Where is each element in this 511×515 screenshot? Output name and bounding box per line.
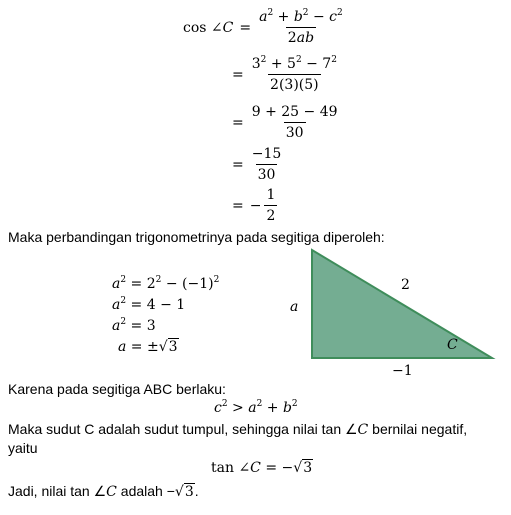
triangle-label-a: a (290, 299, 299, 315)
sentence-obtuse: Maka sudut C adalah sudut tumpul, sehingga nilai tan ∠C bernilai negatif, (8, 421, 468, 438)
cos-fraction-3: $\frac{9 + 25 - 49}{30}$ (251, 104, 338, 141)
cos-fraction-2: $\frac{3^2 + 5^2 - 7^2}{2(3)(5)}$ (251, 55, 337, 93)
equation-2: $a^2 = 4 - 1$ (112, 296, 186, 313)
cos-fraction-1: $\frac{a^2 + b^2 - c^2}{2ab}$ (259, 8, 343, 46)
triangle-label-angle-c: C (447, 337, 458, 353)
inequality: $c^2 > a^2 + b^2$ (214, 399, 298, 416)
triangle-shape (312, 250, 492, 358)
cos-step-4: = $\frac{-15}{30}$ (232, 146, 282, 183)
triangle-label-hypotenuse: 2 (401, 277, 410, 293)
sentence-abc: Karena pada segitiga ABC berlaku: (8, 381, 226, 397)
cos-lhs: cos ∠C (183, 19, 234, 36)
cos-fraction-4: $\frac{-15}{30}$ (251, 146, 282, 183)
cos-step-2: = $\frac{3^2 + 5^2 - 7^2}{2(3)(5)}$ (232, 55, 337, 93)
equation-4: a = ±√3 (118, 339, 178, 355)
tan-equation: tan ∠C = −√3 (211, 460, 313, 476)
sentence-trig-ratios: Maka perbandingan trigonometrinya pada segitiga diperoleh: (8, 229, 385, 245)
cos-step-3: = $\frac{9 + 25 - 49}{30}$ (232, 104, 338, 141)
right-triangle-diagram (300, 246, 500, 362)
triangle-label-base: −1 (392, 363, 413, 379)
equation-1: $a^2 = 2^2 - (-1)^2$ (112, 275, 220, 292)
conclusion: Jadi, nilai tan ∠C adalah −√3. (8, 483, 199, 500)
sentence-yaitu: yaitu (8, 440, 38, 456)
cos-fraction-5: $\frac{1}{2}$ (266, 187, 276, 224)
equation-3: $a^2 = 3$ (112, 317, 156, 334)
cos-step-1: cos ∠C = $\frac{a^2 + b^2 - c^2}{2ab}$ (183, 8, 343, 46)
cos-step-5: = − $\frac{1}{2}$ (232, 187, 276, 224)
